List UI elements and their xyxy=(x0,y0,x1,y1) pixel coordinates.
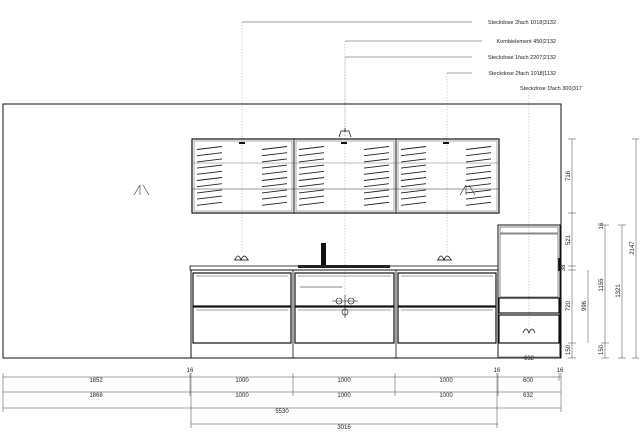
annotation-leaders xyxy=(242,22,482,73)
cabinet-hatch-stroke xyxy=(197,171,222,174)
cabinet-hatch-stroke xyxy=(197,190,222,193)
dim-632: 632 xyxy=(522,393,534,399)
cabinet-hatch-stroke xyxy=(364,153,389,156)
window-symbol-left xyxy=(134,185,149,195)
faucet-icon xyxy=(321,243,326,266)
outlet-icon-2 xyxy=(438,256,451,260)
cabinet-hatch-stroke xyxy=(401,171,426,174)
dim-716: 716 xyxy=(566,170,572,182)
annotation-label-3: Steckdose 1fach 2207|2132 xyxy=(487,55,556,61)
dim-3016: 3016 xyxy=(337,425,351,431)
cabinet-hatch-stroke xyxy=(262,165,287,168)
cabinet-hatch-stroke xyxy=(262,178,287,181)
cabinet-hatch-stroke xyxy=(262,153,287,156)
right-dimension-lines xyxy=(568,139,639,358)
dim-38: 38 xyxy=(561,264,567,272)
dim-1000-d: 1000 xyxy=(235,393,249,399)
dim-16-c: 16 xyxy=(556,368,564,374)
dim-1852: 1852 xyxy=(89,378,103,384)
cabinet-hatch-stroke xyxy=(401,190,426,193)
cabinet-hatch-stroke xyxy=(299,184,324,187)
dim-632-label: 632 xyxy=(523,356,535,362)
cabinet-hatch-stroke xyxy=(197,165,222,168)
cabinet-hatch-stroke xyxy=(262,171,287,174)
cabinet-hatch-stroke xyxy=(262,202,287,205)
cabinet-hatch-stroke xyxy=(466,153,491,156)
outlet-symbols xyxy=(234,256,452,260)
cabinet-hatch-stroke xyxy=(197,202,222,205)
outlet-icon-1 xyxy=(235,256,248,260)
annotation-label-1: Steckdose 2fach 1018|3132 xyxy=(487,20,556,26)
annotation-label-5: Steckdose 1fach 300|317 xyxy=(520,86,582,92)
cabinet-hatch-stroke xyxy=(262,147,287,150)
dim-1000-c: 1000 xyxy=(439,378,453,384)
dim-150-a: 150 xyxy=(566,344,572,356)
cabinet-hatch-stroke xyxy=(401,196,426,199)
countertop xyxy=(190,265,498,270)
dim-16-b: 16 xyxy=(493,368,501,374)
wall-outline xyxy=(3,104,561,358)
cabinet-hatch-stroke xyxy=(197,153,222,156)
dim-16-a: 16 xyxy=(186,368,194,374)
upper-cabinets xyxy=(192,139,499,213)
dim-1000-b: 1000 xyxy=(337,378,351,384)
cabinet-hatch-stroke xyxy=(299,190,324,193)
cabinet-hatch-stroke xyxy=(364,190,389,193)
dim-1155: 1155 xyxy=(599,278,605,292)
cabinet-hatch-stroke xyxy=(197,147,222,150)
dim-5530: 5530 xyxy=(275,409,289,415)
bottom-dimension-lines xyxy=(3,373,561,428)
cabinet-hatch-stroke xyxy=(466,178,491,181)
cabinet-hatch-stroke xyxy=(401,159,426,162)
cabinet-hatch-stroke xyxy=(364,178,389,181)
cabinet-hatch-stroke xyxy=(466,196,491,199)
cabinet-hatch-stroke xyxy=(364,147,389,150)
cabinet-hatch-stroke xyxy=(466,159,491,162)
annotation-label-4: Steckdose 2fach 1018|1132 xyxy=(488,71,556,77)
cabinet-hatch-stroke xyxy=(401,202,426,205)
cabinet-hatch-stroke xyxy=(197,184,222,187)
dim-1000-a: 1000 xyxy=(235,378,249,384)
cabinet-hatch-stroke xyxy=(299,171,324,174)
cabinet-hatch-stroke xyxy=(364,171,389,174)
dim-1000-e: 1000 xyxy=(337,393,351,399)
cabinet-hatch-stroke xyxy=(364,184,389,187)
cabinet-hatch-stroke xyxy=(262,196,287,199)
cabinet-hatch-stroke xyxy=(364,165,389,168)
cabinet-hatch-stroke xyxy=(262,159,287,162)
cabinet-hatch-stroke xyxy=(401,153,426,156)
annotation-leader-drops xyxy=(242,22,529,331)
bottom-dimension-labels xyxy=(89,368,564,431)
cabinet-hatch-stroke xyxy=(299,159,324,162)
dim-2147: 2147 xyxy=(630,241,636,255)
cabinet-hatch-stroke xyxy=(299,196,324,199)
dim-600: 600 xyxy=(522,378,534,384)
cabinet-hatch-stroke xyxy=(466,202,491,205)
cabinet-hatch-stroke xyxy=(262,190,287,193)
cabinet-hatch-stroke xyxy=(401,178,426,181)
cabinet-hatch-stroke xyxy=(262,184,287,187)
cabinet-hatch-stroke xyxy=(401,147,426,150)
annotation-label-2: Kombielement 450|2132 xyxy=(496,39,556,45)
dim-1000-f: 1000 xyxy=(439,393,453,399)
cabinet-hatch-stroke xyxy=(197,159,222,162)
cabinet-hatch-stroke xyxy=(299,202,324,205)
cabinet-hatch-stroke xyxy=(197,178,222,181)
dim-16: 16 xyxy=(599,222,605,230)
cabinet-hatch-stroke xyxy=(401,184,426,187)
cabinet-hatch-stroke xyxy=(466,171,491,174)
cabinet-hatch-stroke xyxy=(299,178,324,181)
cabinet-hatch-stroke xyxy=(299,153,324,156)
cabinet-hatch-stroke xyxy=(466,147,491,150)
dim-150-b: 150 xyxy=(599,344,605,356)
base-cabinets xyxy=(191,270,498,358)
cabinet-hatch-stroke xyxy=(364,159,389,162)
dim-1321: 1321 xyxy=(616,284,622,298)
dim-996: 996 xyxy=(582,300,588,312)
cabinet-hatch-stroke xyxy=(299,147,324,150)
cabinet-hatch-stroke xyxy=(466,190,491,193)
cabinet-hatch-stroke xyxy=(299,165,324,168)
cabinet-hatch-stroke xyxy=(364,196,389,199)
cabinet-hatch-stroke xyxy=(197,196,222,199)
cabinet-hatch-stroke xyxy=(364,202,389,205)
cabinet-hatch-stroke xyxy=(466,165,491,168)
dim-720: 720 xyxy=(566,300,572,312)
dim-521: 521 xyxy=(566,234,572,246)
dim-1868: 1868 xyxy=(89,393,103,399)
cabinet-hatch-stroke xyxy=(401,165,426,168)
annotation-labels xyxy=(488,20,582,92)
